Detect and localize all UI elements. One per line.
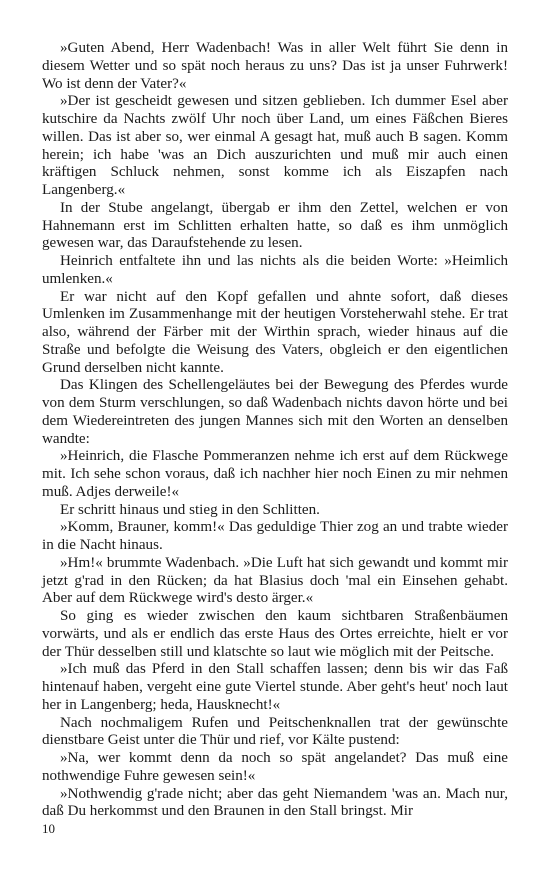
paragraph: »Der ist gescheidt gewesen und sitzen geblieben. Ich dummer Esel aber kutschire da Nachts zwölf Uhr noch über Land, um eines Fäßchen Bieres willen. Das ist aber so, wer einmal A gesagt hat, muß auch B sagen. Komm herein; ich habe 'was an Dich auszurichten und muß mir auch einen kräftigen Schluck nehmen, sonst komme ich als Eiszapfen nach Langenberg.« <box>42 93 508 198</box>
paragraph: So ging es wieder zwischen den kaum sichtbaren Straßenbäumen vorwärts, und als er endlich das erste Haus des Ortes erreichte, hielt er vor der Thür desselben still und klatschte so laut wie möglich mit der Peitsche. <box>42 608 508 660</box>
paragraph: In der Stube angelangt, übergab er ihm den Zettel, welchen er von Hahnemann erst im Schlitten erhalten hatte, so daß es ihm unmöglich gewesen war, das Daraufstehende zu lesen. <box>42 199 508 252</box>
paragraph: Er schritt hinaus und stieg in den Schlitten. <box>60 501 320 518</box>
paragraph: Er war nicht auf den Kopf gefallen und ahnte sofort, daß dieses Umlenken im Zusammenhange mit der heutigen Vorsteherwahl stehe. Er trat also, während der Färber mit der Wirthin sprach, wieder hinaus auf die Straße und befolgte die Weisung des Vaters, obgleich er den eigentlichen Grund derselben nicht kannte. <box>42 288 508 376</box>
paragraph: »Komm, Brauner, komm!« Das geduldige Thier zog an und trabte wieder in die Nacht hinaus. <box>42 519 508 553</box>
paragraph: »Na, wer kommt denn da noch so spät angelandet? Das muß eine nothwendige Fuhre gewesen sein!« <box>42 750 508 784</box>
book-page-text <box>42 40 508 821</box>
paragraph: »Heinrich, die Flasche Pommeranzen nehme ich erst auf dem Rückwege mit. Ich sehe schon voraus, daß ich nachher hier noch Einen zu mir nehmen muß. Adjes derweile!« <box>42 448 508 500</box>
paragraph: »Nothwendig g'rade nicht; aber das geht Niemandem 'was an. Mach nur, daß Du herkommst und den Braunen in den Stall bringst. Mir <box>42 785 508 820</box>
page-number: 10 <box>42 821 55 836</box>
paragraph: »Hm!« brummte Wadenbach. »Die Luft hat sich gewandt und kommt mir jetzt g'rad in den Rücken; da hat Blasius doch 'mal ein Einsehen gehabt. Aber auf dem Rückwege wird's desto ärger.« <box>42 554 508 607</box>
paragraph: »Guten Abend, Herr Wadenbach! Was in aller Welt führt Sie denn in diesem Wetter und so spät noch heraus zu uns? Das ist ja unser Fuhrwerk! Wo ist denn der Vater?« <box>42 40 508 92</box>
paragraph: Nach nochmaligem Rufen und Peitschenknallen trat der gewünschte dienstbare Geist unter die Thür und rief, vor Kälte pustend: <box>42 714 508 749</box>
paragraph: Heinrich entfaltete ihn und las nichts als die beiden Worte: »Heimlich umlenken.« <box>42 253 508 287</box>
paragraph: »Ich muß das Pferd in den Stall schaffen lassen; denn bis wir das Faß hintenauf haben, vergeht eine gute Viertel stunde. Aber geht's heut' noch laut her in Langenberg; heda, Hausknecht!« <box>42 661 508 713</box>
paragraph: Das Klingen des Schellengeläutes bei der Bewegung des Pferdes wurde von dem Sturm verschlungen, so daß Wadenbach nichts davon hörte und bei dem Wiedereintreten des jungen Mannes sich mit den Worten an denselben wandte: <box>42 377 508 447</box>
